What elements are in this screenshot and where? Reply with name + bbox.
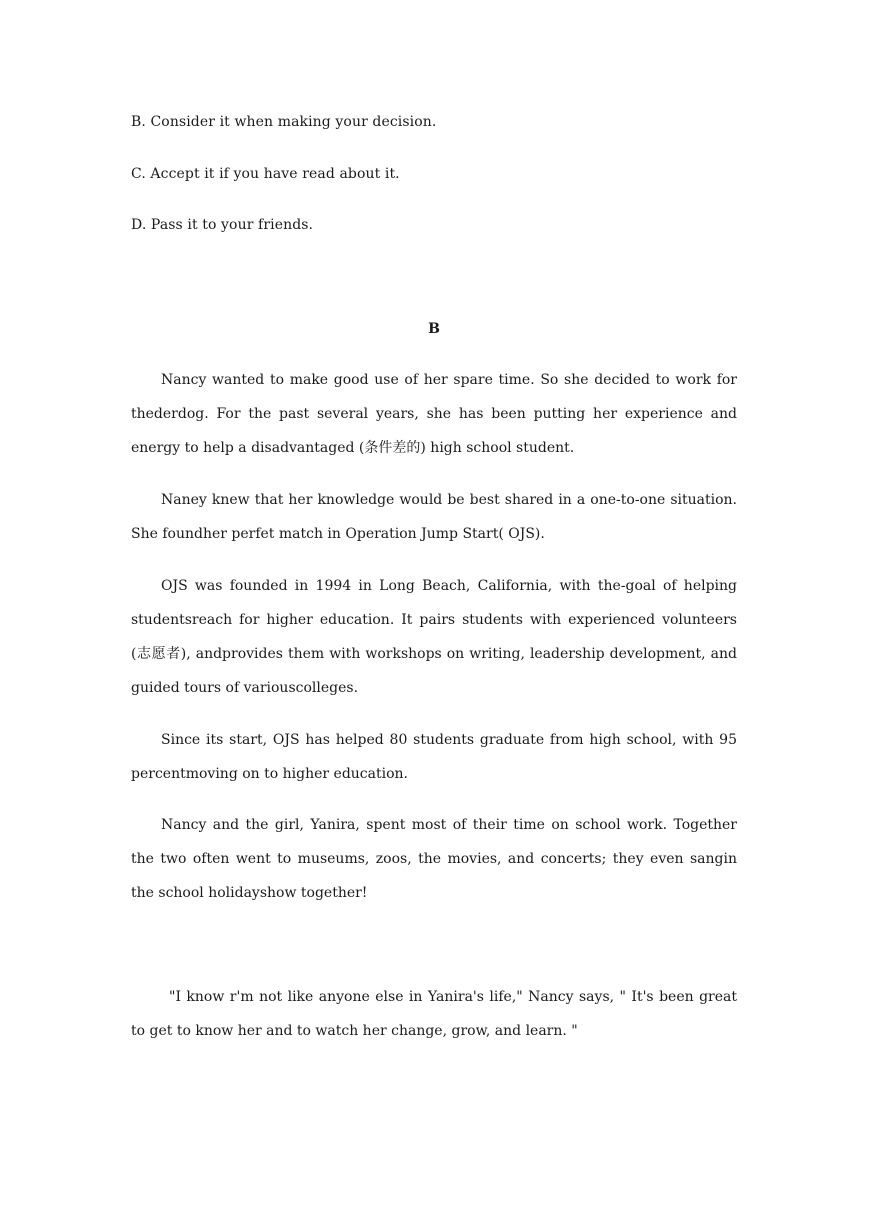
answer-option-d: D. Pass it to your friends. <box>131 217 314 233</box>
paragraph-intro: Nancy wanted to make good use of her spare time. So she decided to work for thederdog. For the past several years, she has been putting her experience and energy to help a disadvantaged (条件差的) high school student. <box>131 372 737 456</box>
paragraph-quote: "I know r'm not like anyone else in Yanira's life," Nancy says, " It's been great to get to know her and to watch her change, grow, and learn. " <box>131 989 737 1039</box>
paragraph-match: Naney knew that her knowledge would be best shared in a one-to-one situation. She foundher perfet match in Operation Jump Start( OJS). <box>131 492 737 542</box>
paragraph-ojs-founding: OJS was founded in 1994 in Long Beach, California, with the-goal of helping studentsreach for higher education. It pairs students with experienced volunteers (志愿者), andprovides them with workshops on writing, leadership development, and guided tours of variouscolleges. <box>131 578 737 696</box>
paragraph-activities: Nancy and the girl, Yanira, spent most of their time on school work. Together the two often went to museums, zoos, the movies, and concerts; they even sangin the school holidayshow together! <box>131 817 737 901</box>
answer-option-c: C. Accept it if you have read about it. <box>131 166 400 182</box>
answer-option-b: B. Consider it when making your decision. <box>131 114 437 130</box>
section-heading: B <box>428 321 440 337</box>
paragraph-ojs-results: Since its start, OJS has helped 80 students graduate from high school, with 95 percentmoving on to higher education. <box>131 732 737 782</box>
